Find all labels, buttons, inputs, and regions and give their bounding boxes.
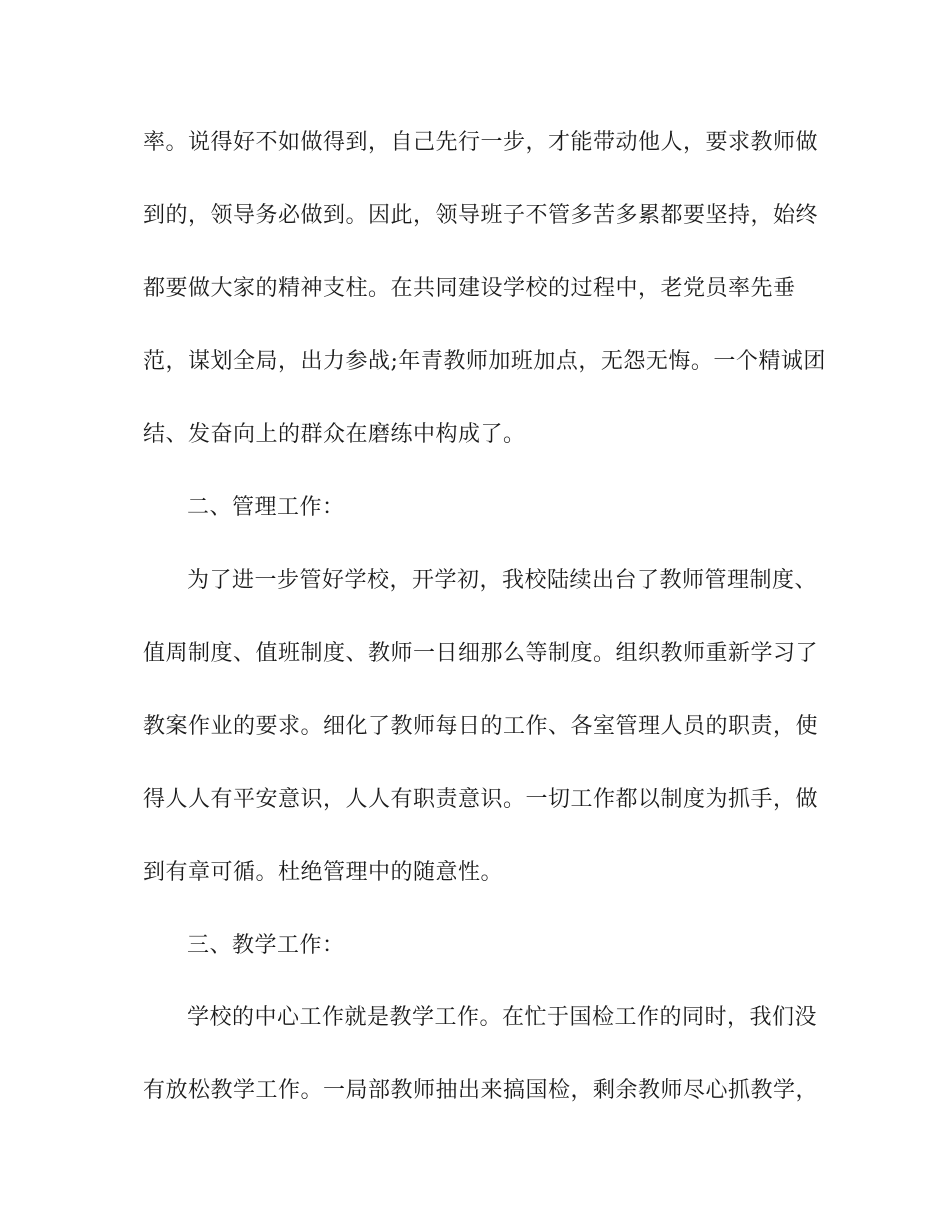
section-heading: 三、教学工作： bbox=[187, 933, 345, 958]
paragraph-line: 有放松教学工作。一局部教师抽出来搞国检，剩余教师尽心抓教学， bbox=[143, 1078, 819, 1103]
paragraph-line: 到有章可循。杜绝管理中的随意性。 bbox=[143, 860, 504, 885]
paragraph-line: 值周制度、值班制度、教师一日细那么等制度。组织教师重新学习了 bbox=[143, 641, 819, 666]
paragraph-line: 率。说得好不如做得到，自己先行一步，才能带动他人，要求教师做 bbox=[143, 130, 819, 155]
paragraph-line: 范，谋划全局，出力参战;年青教师加班加点，无怨无悔。一个精诚团 bbox=[143, 349, 826, 374]
paragraph-line: 到的，领导务必做到。因此，领导班子不管多苦多累都要坚持，始终 bbox=[143, 203, 819, 228]
paragraph-line: 教案作业的要求。细化了教师每日的工作、各室管理人员的职责，使 bbox=[143, 714, 819, 739]
paragraph-line: 都要做大家的精神支柱。在共同建设学校的过程中，老党员率先垂 bbox=[143, 276, 796, 301]
paragraph-line: 为了进一步管好学校，开学初，我校陆续出台了教师管理制度、 bbox=[187, 568, 818, 593]
paragraph-line: 得人人有平安意识，人人有职责意识。一切工作都以制度为抓手，做 bbox=[143, 787, 819, 812]
paragraph-line: 学校的中心工作就是教学工作。在忙于国检工作的同时，我们没 bbox=[187, 1005, 818, 1030]
paragraph-line: 结、发奋向上的群众在磨练中构成了。 bbox=[143, 422, 526, 447]
section-heading: 二、管理工作： bbox=[187, 495, 345, 520]
